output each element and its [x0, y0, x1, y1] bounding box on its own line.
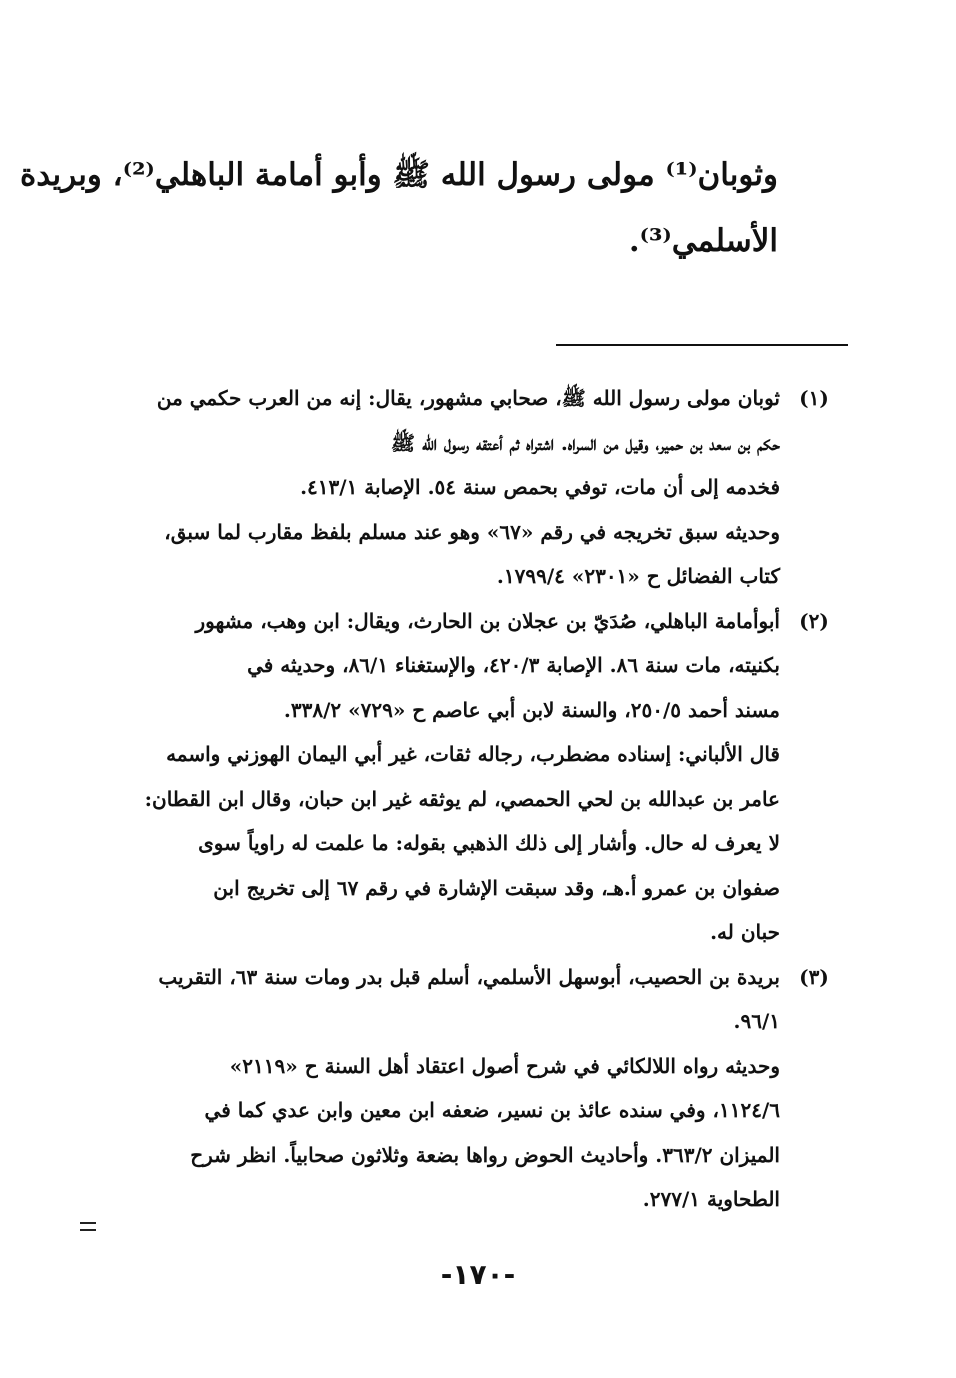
footnote-line: بريدة بن الحصيب، أبوسهل الأسلمي، أسلم قبل بدر ومات سنة ٦٣، التقريب: [158, 964, 780, 989]
footnote-2: [109, 599, 844, 955]
footnotes: [109, 376, 844, 1222]
footnote-line: ١١٢٤/٦، وفي سنده عائذ بن نسير، ضعفه ابن معين وابن عدي كما في: [204, 1098, 780, 1122]
main-text-line-2: الأسلمي⁽³⁾.: [628, 223, 778, 259]
footnote-separator: [556, 344, 848, 346]
footnote-3: [109, 955, 844, 1222]
footnote-line: الميزان ٣٦٣/٢. وأحاديث الحوض رواها بضعة وثلاثون صحابياً. انظر شرح: [190, 1142, 780, 1167]
footnote-line: وحديثه رواه اللالكائي في شرح أصول اعتقاد أهل السنة ح «٢١١٩»: [229, 1053, 780, 1078]
footnote-line: أبوأمامة الباهلي، صُدَيّ بن عجلان بن الحارث، ويقال: ابن وهب، مشهور: [195, 608, 780, 633]
footnote-line: فخدمه إلى أن مات، توفي بحمص سنة ٥٤. الإصابة ٤١٣/١.: [300, 475, 780, 499]
footnote-line: قال الألباني: إسناده مضطرب، رجاله ثقات، غير أبي اليمان الهوزني واسمه: [166, 742, 780, 766]
footnote-line: مسند أحمد ٢٥٠/٥، والسنة لابن أبي عاصم ح «٧٢٩» ٣٣٨/٢.: [283, 697, 780, 722]
footnote-number: (١): [799, 386, 829, 410]
footnote-line: حبان له.: [710, 920, 780, 944]
page-number: -١٧٠-: [440, 1258, 516, 1291]
footnote-line: بكنيته، مات سنة ٨٦. الإصابة ٤٢٠/٣، والإستغناء ٨٦/١، وحديثه في: [247, 653, 780, 677]
footnote-line: الطحاوية ٢٧٧/١.: [642, 1187, 780, 1211]
footnote-line: عامر بن عبدالله بن لحي الحمصي، لم يوثقه غير ابن حبان، وقال ابن القطان:: [144, 786, 780, 811]
footnote-line: لا يعرف له حال. وأشار إلى ذلك الذهبي بقوله: ما علمت له راوياً سوى: [198, 831, 780, 855]
footnote-line: حكم بن سعد بن حمير، وقيل من السراه. اشتراه ثم أعتقه رسول الله ﷺ: [390, 430, 780, 455]
footnote-line: كتاب الفضائل ح «٢٣٠١» ١٧٩٩/٤.: [496, 564, 780, 588]
footnote-1: [109, 376, 844, 599]
footnote-line: صفوان بن عمرو أ.هـ، وقد سبقت الإشارة في رقم ٦٧ إلى تخريج ابن: [213, 875, 780, 900]
footnote-line: ٩٦/١.: [733, 1009, 780, 1033]
footnote-number: (٣): [799, 964, 829, 989]
main-text: [20, 142, 778, 274]
footnote-line: وحديثه سبق تخريجه في رقم «٦٧» وهو عند مسلم بلفظ مقارب لما سبق،: [164, 519, 780, 544]
footnote-line: ثوبان مولى رسول الله ﷺ، صحابي مشهور، يقال: إنه من العرب حكمي من: [156, 386, 780, 410]
main-text-line-1: وثوبان⁽¹⁾ مولى رسول الله ﷺ وأبو أمامة الباهلي⁽²⁾، وبريدة: [20, 157, 778, 193]
footnote-number: (٢): [799, 608, 829, 633]
edge-mark: [80, 1222, 96, 1231]
